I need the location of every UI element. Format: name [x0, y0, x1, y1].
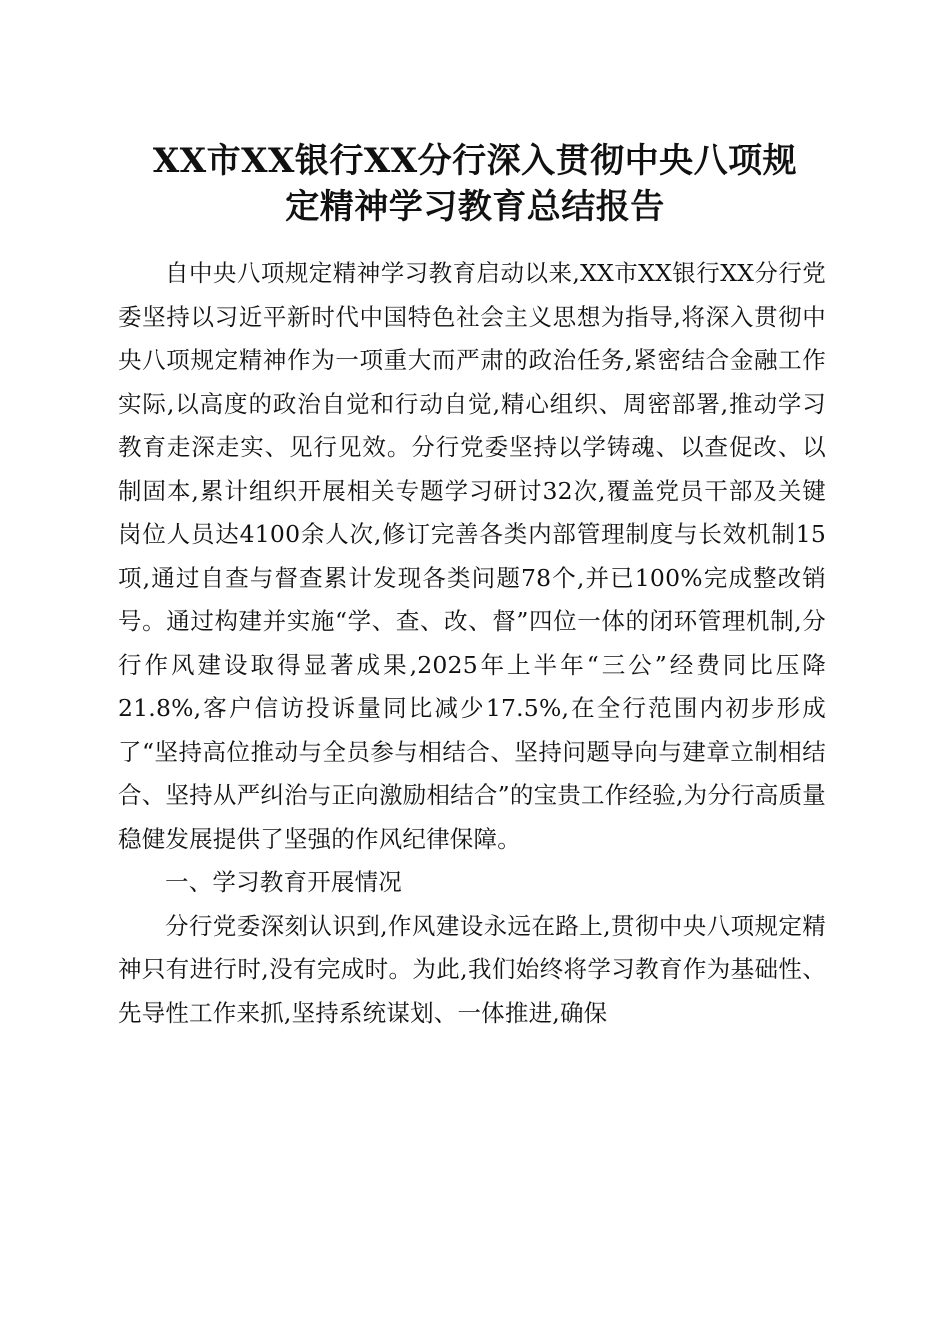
section-1-paragraph: 分行党委深刻认识到,作风建设永远在路上,贯彻中央八项规定精神只有进行时,没有完成时。为此,我们始终将学习教育作为基础性、先导性工作来抓,坚持系统谋划、一体推进,确保	[118, 911, 826, 1027]
document-title	[100, 138, 850, 230]
section-heading-1: 一、学习教育开展情况	[165, 868, 402, 896]
intro-paragraph: 自中央八项规定精神学习教育启动以来,XX市XX银行XX分行党委坚持以习近平新时代中国特色社会主义思想为指导,将深入贯彻中央八项规定精神作为一项重大而严肃的政治任务,紧密结合金融工作实际,以高度的政治自觉和行动自觉,精心组织、周密部署,推动学习教育走深走实、见行见效。分行党委坚持以学铸魂、以查促改、以制固本,累计组织开展相关专题学习研讨32次,覆盖党员干部及关键岗位人员达4100余人次,修订完善各类内部管理制度与长效机制15项,通过自查与督查累计发现各类问题78个,并已100%完成整改销号。通过构建并实施“学、查、改、督”四位一体的闭环管理机制,分行作风建设取得显著成果,2025年上半年“三公”经费同比压降21.8%,客户信访投诉量同比减少17.5%,在全行范围内初步形成了“坚持高位推动与全员参与相结合、坚持问题导向与建章立制相结合、坚持从严纠治与正向激励相结合”的宝贵工作经验,为分行高质量稳健发展提供了坚强的作风纪律保障。	[118, 259, 826, 853]
document-body	[118, 252, 826, 1035]
title-line-1: XX市XX银行XX分行深入贯彻中央八项规	[152, 141, 798, 181]
title-line-2: 定精神学习教育总结报告	[285, 187, 665, 227]
